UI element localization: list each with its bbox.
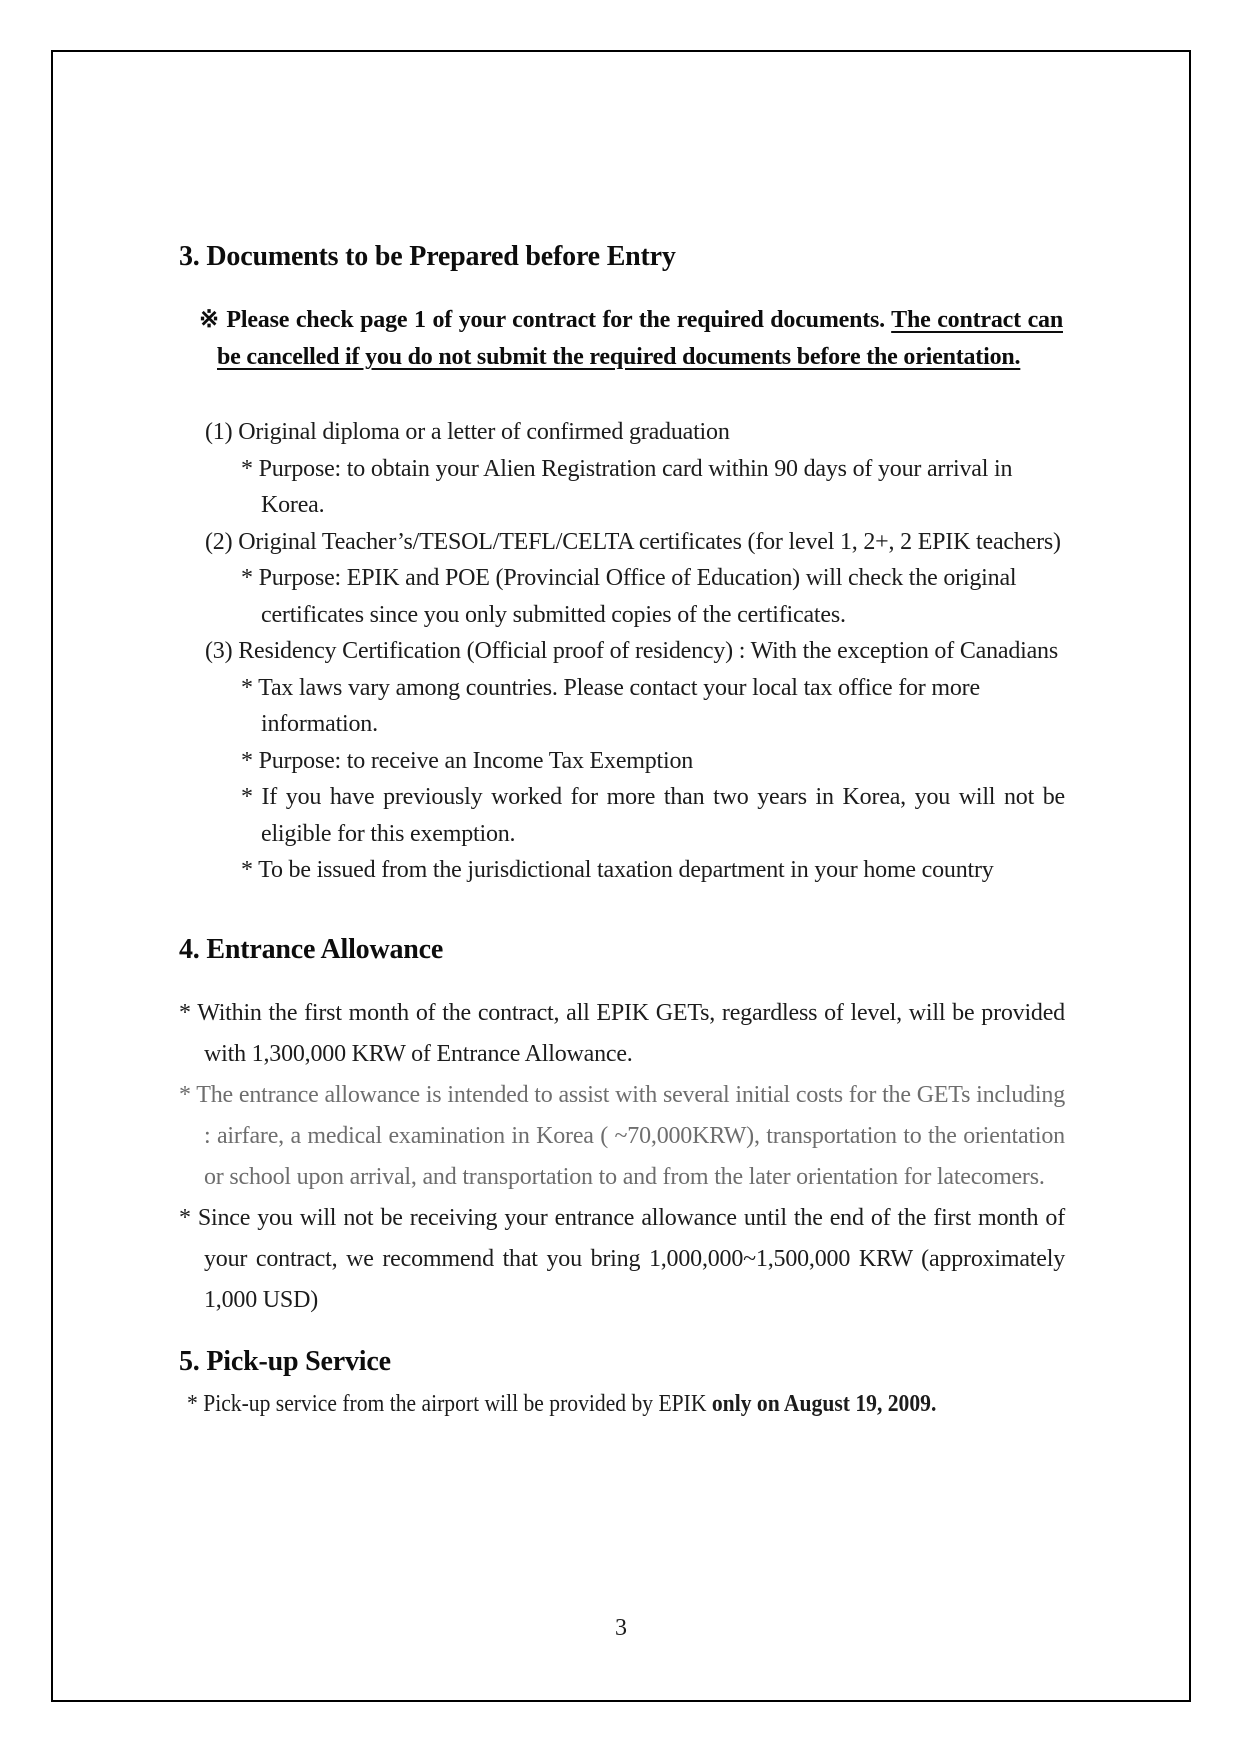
residency-note-tax-laws: * Tax laws vary among countries. Please contact your local tax office for more information. [241, 674, 980, 737]
list-item-diploma-purpose: * Purpose: to obtain your Alien Registration card within 90 days of your arrival in Korea. [241, 455, 1013, 518]
page-content [53, 52, 1189, 1421]
item-text: Original diploma or a letter of confirmed graduation [238, 419, 730, 445]
page-number: 3 [615, 1615, 627, 1641]
document-list [179, 414, 1065, 889]
list-item-certificates [205, 524, 1065, 561]
pickup-service-text: * Pick-up service from the airport will be provided by EPIK [187, 1390, 712, 1417]
notice-marker: ※ [199, 307, 220, 333]
residency-note-purpose: * Purpose: to receive an Income Tax Exemption [241, 747, 694, 774]
section-4-heading: 4. Entrance Allowance [179, 933, 444, 965]
bullet-allowance-purpose: * The entrance allowance is intended to assist with several initial costs for the GETs including : airfare, a medical examination in Korea ( ~70,000KRW), transportation to the orientation or school upon arrival, and transportation to and from the later orientation for latecomers. [179, 1081, 1065, 1190]
list-item-certificates-purpose: * Purpose: EPIK and POE (Provincial Office of Education) will check the original certificates since you only submitted copies of the certificates. [241, 565, 1017, 628]
pickup-service-line [187, 1387, 1015, 1421]
item-label: (3) [205, 638, 239, 664]
item-text: Residency Certification (Official proof of residency) : With the exception of Canadians [238, 638, 1058, 664]
item-label: (1) [205, 419, 239, 445]
notice-underlined-text: The contract can be cancelled if you do not submit the required documents before the orientation. [217, 307, 1063, 370]
entrance-allowance-bullets [179, 993, 1065, 1321]
contract-required-notice [199, 302, 1063, 376]
page-border-frame [51, 50, 1191, 1702]
item-text: Original Teacher’s/TESOL/TEFL/CELTA certificates (for level 1, 2+, 2 EPIK teachers) [238, 528, 1061, 555]
section-5-heading: 5. Pick-up Service [179, 1345, 391, 1377]
residency-note-two-years: * If you have previously worked for more than two years in Korea, you will not be eligible for this exemption. [241, 784, 1065, 847]
pickup-service-date: only on August 19, 2009. [711, 1390, 937, 1417]
residency-note-issued-from: * To be issued from the jurisdictional taxation department in your home country [241, 857, 994, 883]
list-item-diploma [205, 414, 1065, 451]
section-3-heading: 3. Documents to be Prepared before Entry [179, 241, 676, 272]
item-label: (2) [205, 528, 239, 555]
notice-lead-text: Please check page 1 of your contract for the required documents. [219, 307, 892, 333]
list-item-residency [205, 633, 1065, 670]
bullet-bring-money: * Since you will not be receiving your entrance allowance until the end of the first month of your contract, we recommend that you bring 1,000,000~1,500,000 KRW (approximately 1,000 USD) [179, 1204, 1065, 1313]
bullet-allowance-amount: * Within the first month of the contract, all EPIK GETs, regardless of level, will be provided with 1,300,000 KRW of Entrance Allowance. [179, 999, 1065, 1067]
